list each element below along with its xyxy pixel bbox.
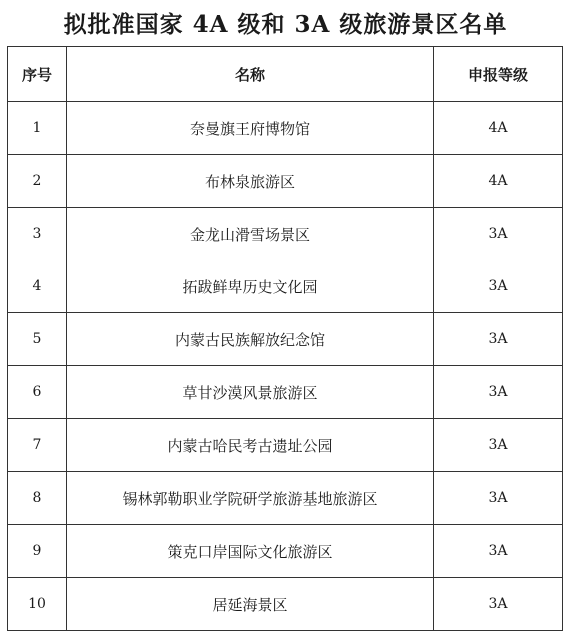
row-number: 1	[8, 102, 67, 155]
table-row	[8, 260, 563, 313]
row-level: 3A	[434, 208, 563, 261]
header-number: 序号	[8, 47, 67, 102]
table-row	[8, 102, 563, 155]
row-level: 3A	[434, 366, 563, 419]
row-level: 3A	[434, 578, 563, 631]
table-row	[8, 472, 563, 525]
row-number: 8	[8, 472, 67, 525]
row-name: 策克口岸国际文化旅游区	[67, 525, 434, 578]
row-number: 2	[8, 155, 67, 208]
header-name: 名称	[67, 47, 434, 102]
table-row	[8, 419, 563, 472]
header-level: 申报等级	[434, 47, 563, 102]
row-level: 3A	[434, 419, 563, 472]
row-name: 布林泉旅游区	[67, 155, 434, 208]
row-name: 拓跋鲜卑历史文化园	[67, 260, 434, 313]
row-level: 3A	[434, 313, 563, 366]
row-name: 锡林郭勒职业学院研学旅游基地旅游区	[67, 472, 434, 525]
row-level: 4A	[434, 102, 563, 155]
row-name: 草甘沙漠风景旅游区	[67, 366, 434, 419]
table-row	[8, 155, 563, 208]
row-number: 3	[8, 208, 67, 261]
row-name: 内蒙古民族解放纪念馆	[67, 313, 434, 366]
row-number: 9	[8, 525, 67, 578]
scenic-area-table	[7, 46, 563, 631]
table-row	[8, 525, 563, 578]
row-level: 3A	[434, 525, 563, 578]
row-name: 金龙山滑雪场景区	[67, 208, 434, 261]
table-row	[8, 313, 563, 366]
table-header-row	[8, 47, 563, 102]
row-level: 3A	[434, 472, 563, 525]
row-name: 居延海景区	[67, 578, 434, 631]
row-level: 4A	[434, 155, 563, 208]
page-title: 拟批准国家 4A 级和 3A 级旅游景区名单	[63, 11, 508, 38]
row-number: 5	[8, 313, 67, 366]
table-row	[8, 578, 563, 631]
row-number: 6	[8, 366, 67, 419]
row-name: 奈曼旗王府博物馆	[67, 102, 434, 155]
table-row	[8, 366, 563, 419]
row-number: 10	[8, 578, 67, 631]
row-number: 7	[8, 419, 67, 472]
row-name: 内蒙古哈民考古遗址公园	[67, 419, 434, 472]
row-number: 4	[8, 260, 67, 313]
row-level: 3A	[434, 260, 563, 313]
table-row	[8, 208, 563, 261]
